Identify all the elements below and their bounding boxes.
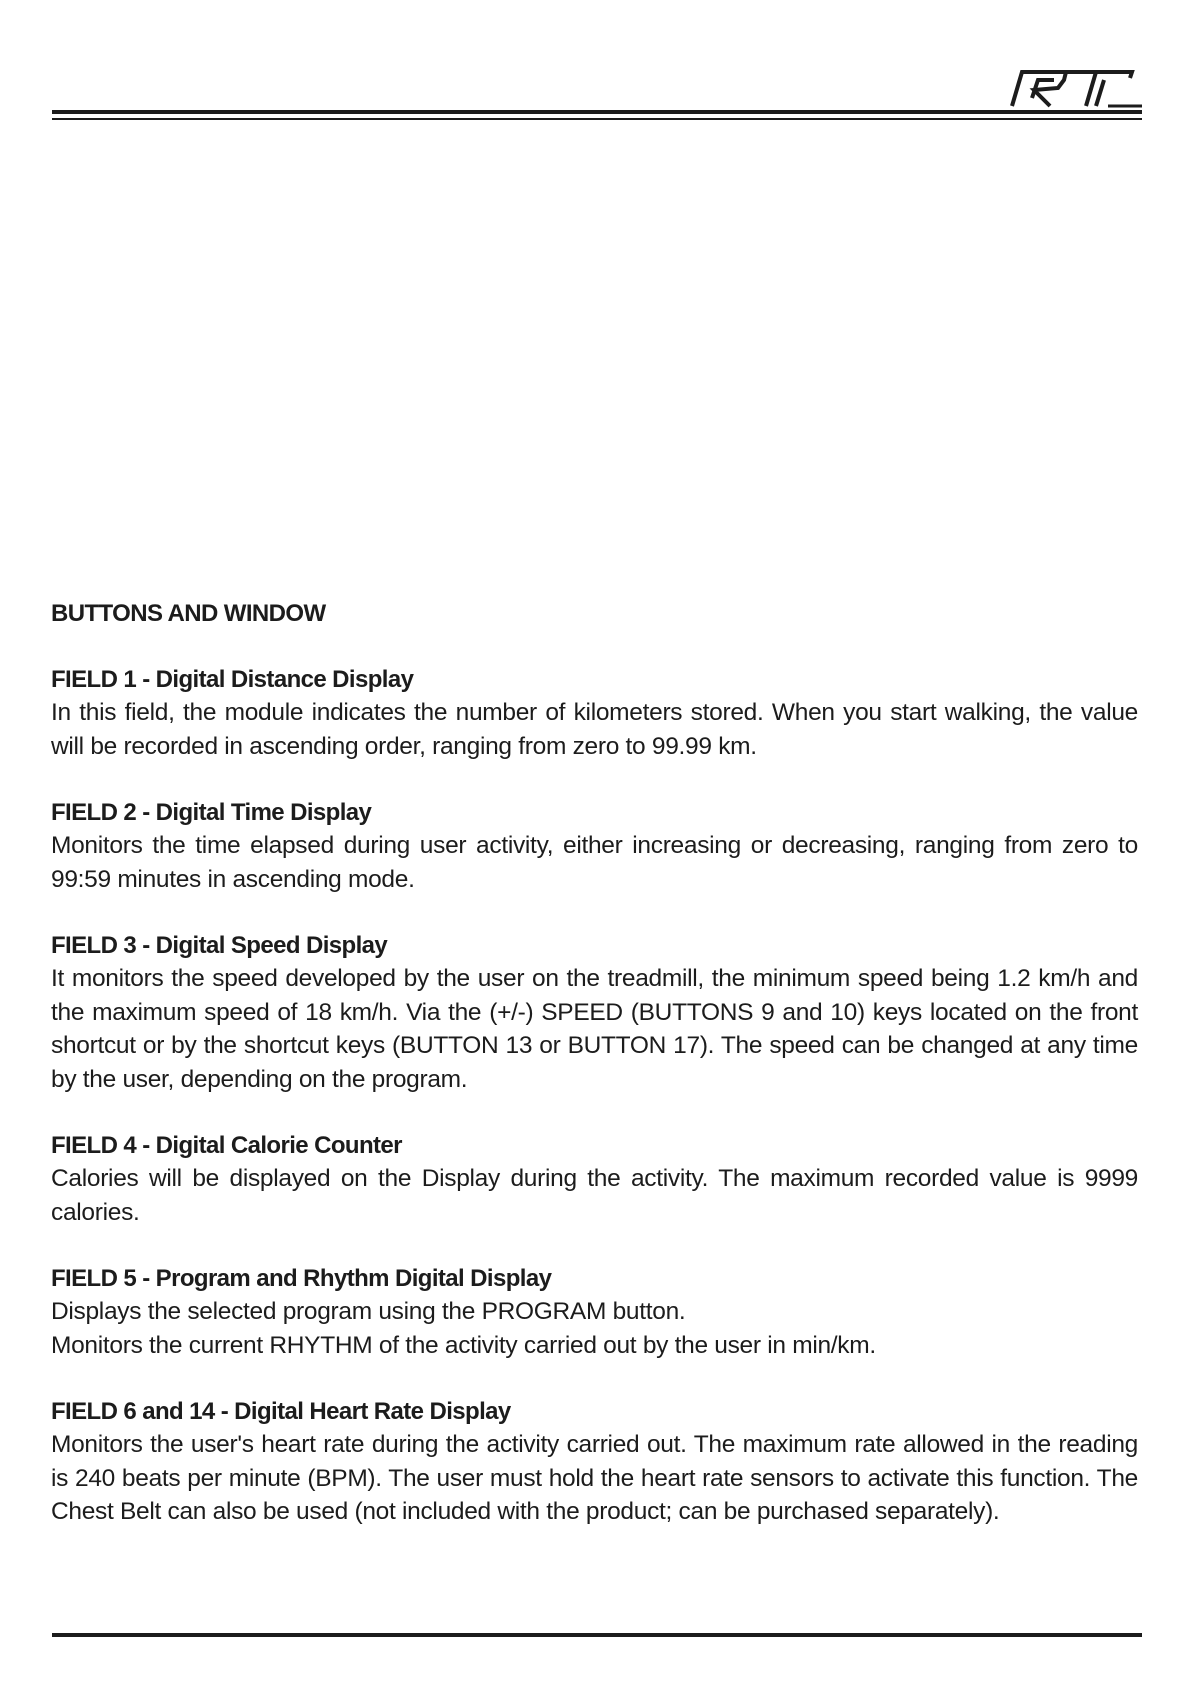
section-title: BUTTONS AND WINDOW [51, 600, 326, 627]
field-6-14 [51, 1396, 1138, 1529]
field-title: FIELD 5 - Program and Rhythm Digital Display [51, 1265, 552, 1292]
field-body: Displays the selected program using the PROGRAM button. [51, 1298, 686, 1325]
field-1 [51, 664, 1138, 763]
field-5 [51, 1263, 1138, 1362]
brand-logo [1004, 66, 1144, 112]
field-body-secondary: Monitors the current RHYTHM of the activity carried out by the user in min/km. [51, 1331, 876, 1359]
field-title: FIELD 3 - Digital Speed Display [51, 932, 388, 959]
field-4 [51, 1130, 1138, 1229]
field-body: Calories will be displayed on the Display during the activity. The maximum recorded value is 9999 calories. [51, 1165, 1138, 1226]
header-rule [52, 110, 1142, 114]
document-content [51, 598, 1138, 1563]
field-title: FIELD 4 - Digital Calorie Counter [51, 1132, 402, 1159]
field-body: Monitors the time elapsed during user activity, either increasing or decreasing, ranging from zero to 99:59 minutes in ascending mode. [51, 832, 1138, 893]
field-body: It monitors the speed developed by the user on the treadmill, the minimum speed being 1.2 km/h and the maximum speed of 18 km/h. Via the (+/-) SPEED (BUTTONS 9 and 10) keys located on the front shortcut or by the shortcut keys (BUTTON 13 or BUTTON 17). The speed can be changed at any time by the user, depending on the program. [51, 965, 1138, 1093]
field-3 [51, 930, 1138, 1096]
field-body: In this field, the module indicates the number of kilometers stored. When you start walking, the value will be recorded in ascending order, ranging from zero to 99.99 km. [51, 699, 1138, 760]
field-title: FIELD 1 - Digital Distance Display [51, 666, 414, 693]
field-2 [51, 797, 1138, 896]
field-body: Monitors the user's heart rate during the activity carried out. The maximum rate allowed in the reading is 240 beats per minute (BPM). The user must hold the heart rate sensors to activate this function. The Chest Belt can also be used (not included with the product; can be purchased separately). [51, 1431, 1138, 1525]
field-title: FIELD 2 - Digital Time Display [51, 799, 372, 826]
footer-rule [52, 1633, 1142, 1637]
field-title: FIELD 6 and 14 - Digital Heart Rate Display [51, 1398, 511, 1425]
header-rule-thin [52, 118, 1142, 120]
